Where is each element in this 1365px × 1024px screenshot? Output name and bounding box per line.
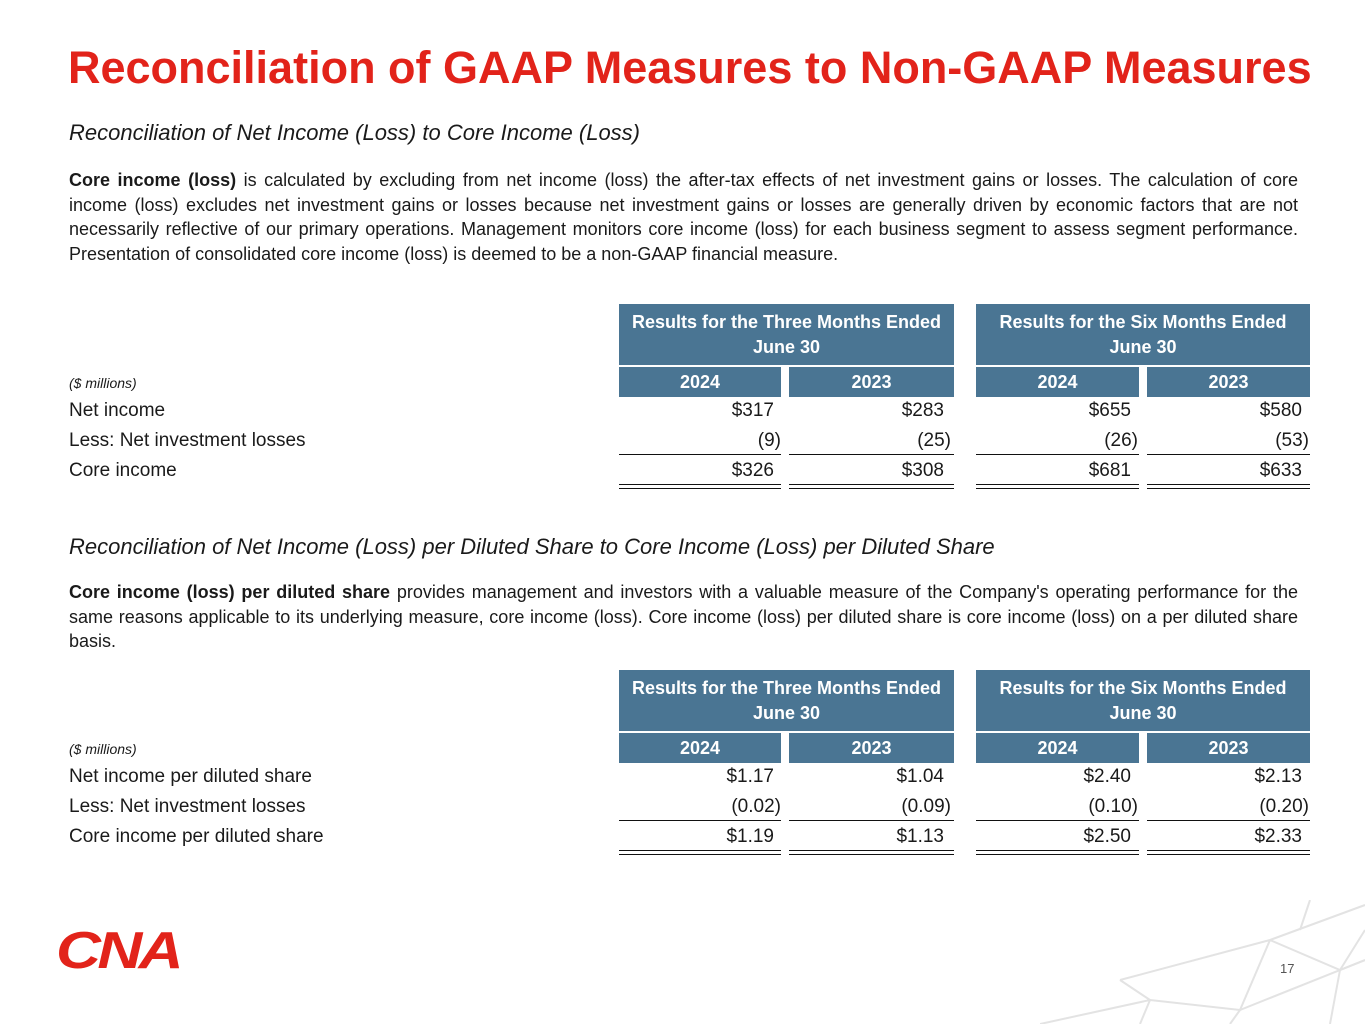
units-label: ($ millions)	[69, 741, 137, 757]
section-core-income	[69, 120, 1298, 266]
total-double-rule	[976, 484, 1139, 489]
row-label: Net income	[69, 400, 166, 421]
year-header: 2024	[976, 733, 1139, 763]
subtotal-rule	[976, 454, 1139, 455]
row-label: Net income per diluted share	[69, 766, 312, 787]
para-bold-term: Core income (loss)	[69, 170, 237, 190]
year-header: 2023	[789, 367, 954, 397]
subtotal-rule	[619, 820, 781, 821]
row-label: Less: Net investment losses	[69, 430, 306, 451]
core-income-table	[0, 304, 1365, 504]
section-description	[69, 168, 1298, 266]
cell-value: $2.40	[1083, 766, 1131, 787]
cell-value: $317	[731, 400, 774, 421]
page-title: Reconciliation of GAAP Measures to Non-GAAP Measures	[68, 42, 1312, 93]
cell-value: $1.04	[896, 766, 944, 787]
section-subhead: Reconciliation of Net Income (Loss) to Core Income (Loss)	[69, 120, 641, 145]
year-header: 2024	[619, 367, 781, 397]
cell-value: $1.13	[896, 826, 944, 847]
para-text: is calculated by excluding from net income (loss) the after-tax effects of net investment gains or losses. The calculation of core income (loss) excludes net investment gains or losses because net investment gains or losses are generally driven by economic factors that are not necessarily reflective of our primary operations. Management monitors core income (loss) for each business segment to assess segment performance. Presentation of consolidated core income (loss) is deemed to be a non-GAAP financial measure.	[69, 170, 1298, 264]
cell-value: $308	[901, 460, 944, 481]
total-double-rule	[789, 484, 954, 489]
cell-value: (0.10)	[1088, 796, 1138, 817]
core-income-per-share-table	[0, 670, 1365, 870]
total-double-rule	[789, 850, 954, 855]
row-label: Core income per diluted share	[69, 826, 324, 847]
year-header: 2023	[1147, 367, 1310, 397]
header-six-months: Results for the Six Months Ended June 30	[976, 304, 1310, 365]
total-double-rule	[619, 850, 781, 855]
subtotal-rule	[789, 820, 954, 821]
year-header: 2023	[789, 733, 954, 763]
cna-logo	[54, 927, 182, 971]
year-header: 2024	[976, 367, 1139, 397]
cell-value: $655	[1088, 400, 1131, 421]
units-label: ($ millions)	[69, 375, 137, 391]
cell-value: $633	[1259, 460, 1302, 481]
section-description	[69, 580, 1298, 654]
total-double-rule	[976, 850, 1139, 855]
section-core-income-per-share	[69, 534, 1298, 654]
total-double-rule	[619, 484, 781, 489]
cell-value: $2.13	[1254, 766, 1302, 787]
year-header: 2024	[619, 733, 781, 763]
para-text: provides management and investors with a valuable measure of the Company's operating performance for the same reasons applicable to its underlying measure, core income (loss). Core income (loss) per diluted share is core income (loss) on a per diluted share basis.	[69, 582, 1298, 651]
header-three-months: Results for the Three Months Ended June 30	[619, 670, 954, 731]
cell-value: $1.17	[726, 766, 774, 787]
cell-value: $580	[1259, 400, 1302, 421]
subtotal-rule	[789, 454, 954, 455]
cell-value: $326	[731, 460, 774, 481]
total-double-rule	[1147, 850, 1310, 855]
cell-value: $1.19	[726, 826, 774, 847]
cell-value: (53)	[1275, 430, 1309, 451]
cell-value: (25)	[917, 430, 951, 451]
header-six-months: Results for the Six Months Ended June 30	[976, 670, 1310, 731]
row-label: Less: Net investment losses	[69, 796, 306, 817]
cell-value: $2.33	[1254, 826, 1302, 847]
subtotal-rule	[976, 820, 1139, 821]
year-header: 2023	[1147, 733, 1310, 763]
decorative-grid-lines	[1040, 900, 1365, 1024]
cell-value: $283	[901, 400, 944, 421]
section-subhead: Reconciliation of Net Income (Loss) per Diluted Share to Core Income (Loss) per Diluted Share	[69, 534, 995, 559]
page-number: 17	[1280, 961, 1295, 976]
subtotal-rule	[619, 454, 781, 455]
total-double-rule	[1147, 484, 1310, 489]
header-three-months: Results for the Three Months Ended June 30	[619, 304, 954, 365]
row-label: Core income	[69, 460, 177, 481]
logo-text: CNA	[56, 927, 180, 971]
cell-value: (0.09)	[901, 796, 951, 817]
cell-value: (26)	[1104, 430, 1138, 451]
cell-value: (9)	[757, 430, 781, 451]
cell-value: (0.20)	[1259, 796, 1309, 817]
subtotal-rule	[1147, 454, 1310, 455]
cell-value: $681	[1088, 460, 1131, 481]
para-bold-term: Core income (loss) per diluted share	[69, 582, 391, 602]
cell-value: $2.50	[1083, 826, 1131, 847]
subtotal-rule	[1147, 820, 1310, 821]
cell-value: (0.02)	[731, 796, 781, 817]
